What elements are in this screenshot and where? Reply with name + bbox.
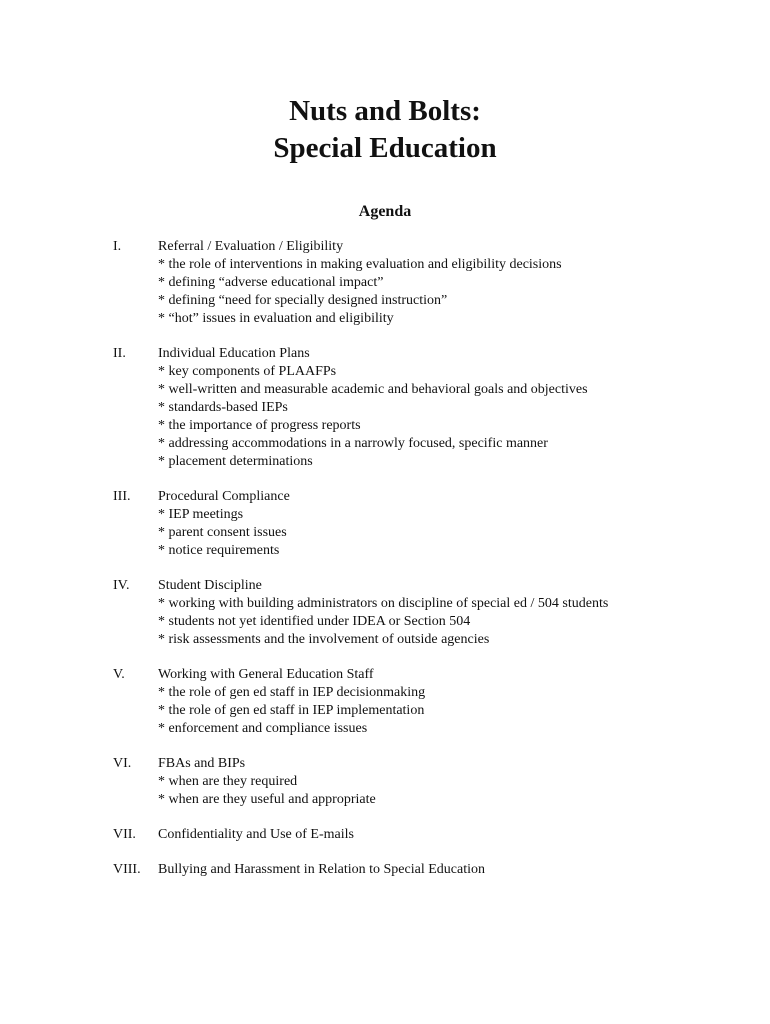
section-heading: Student Discipline	[158, 578, 262, 593]
section-bullet-item: * well-written and measurable academic and behavioral goals and objectives	[158, 382, 588, 397]
section-content	[158, 577, 770, 649]
section-content	[158, 826, 770, 844]
section-numeral: VII.	[113, 827, 136, 842]
section-content	[158, 861, 770, 879]
title-line-2: Special Education	[273, 132, 497, 164]
section-bullet-item: * standards-based IEPs	[158, 400, 288, 415]
section-numeral: II.	[113, 346, 126, 361]
agenda-section	[0, 666, 770, 738]
section-numeral: IV.	[113, 578, 130, 593]
section-heading: Individual Education Plans	[158, 346, 310, 361]
section-bullet-item: * key components of PLAAFPs	[158, 364, 337, 379]
section-bullet-item: * “hot” issues in evaluation and eligibility	[158, 311, 394, 326]
section-numeral: VIII.	[113, 862, 141, 877]
document-title	[0, 93, 770, 167]
section-bullet-item: * notice requirements	[158, 543, 280, 558]
agenda-section	[0, 345, 770, 471]
section-bullet-item: * when are they required	[158, 774, 298, 789]
agenda-section	[0, 826, 770, 844]
section-bullet-item: * working with building administrators on discipline of special ed / 504 students	[158, 596, 609, 611]
section-bullet-item: * defining “adverse educational impact”	[158, 275, 384, 290]
section-bullet-item: * addressing accommodations in a narrowly focused, specific manner	[158, 436, 548, 451]
section-numeral: I.	[113, 239, 122, 254]
section-heading: Procedural Compliance	[158, 489, 290, 504]
section-content	[158, 238, 770, 328]
agenda-section	[0, 755, 770, 809]
section-bullet-item: * placement determinations	[158, 454, 313, 469]
section-bullet-item: * the importance of progress reports	[158, 418, 361, 433]
section-bullet-item: * IEP meetings	[158, 507, 244, 522]
section-content	[158, 345, 770, 471]
agenda-section	[0, 861, 770, 879]
section-content	[158, 666, 770, 738]
section-content	[158, 488, 770, 560]
section-numeral: VI.	[113, 756, 132, 771]
section-numeral: V.	[113, 667, 125, 682]
section-bullet-item: * defining “need for specially designed instruction”	[158, 293, 448, 308]
section-numeral: III.	[113, 489, 131, 504]
section-bullet-item: * risk assessments and the involvement of outside agencies	[158, 632, 490, 647]
section-bullet-item: * when are they useful and appropriate	[158, 792, 376, 807]
title-line-1: Nuts and Bolts:	[289, 95, 481, 127]
section-content	[158, 755, 770, 809]
agenda-section	[0, 488, 770, 560]
section-bullet-item: * the role of gen ed staff in IEP implementation	[158, 703, 425, 718]
agenda-sections	[0, 238, 770, 896]
section-heading: FBAs and BIPs	[158, 756, 246, 771]
section-bullet-item: * parent consent issues	[158, 525, 287, 540]
section-bullet-item: * students not yet identified under IDEA or Section 504	[158, 614, 471, 629]
section-heading: Working with General Education Staff	[158, 667, 374, 682]
agenda-heading: Agenda	[358, 203, 412, 220]
section-heading: Confidentiality and Use of E-mails	[158, 827, 354, 842]
section-bullet-item: * the role of interventions in making evaluation and eligibility decisions	[158, 257, 562, 272]
section-bullet-item: * enforcement and compliance issues	[158, 721, 368, 736]
agenda-section	[0, 577, 770, 649]
section-bullet-item: * the role of gen ed staff in IEP decisionmaking	[158, 685, 426, 700]
section-heading: Referral / Evaluation / Eligibility	[158, 239, 344, 254]
agenda-section	[0, 238, 770, 328]
section-heading: Bullying and Harassment in Relation to Special Education	[158, 862, 485, 877]
